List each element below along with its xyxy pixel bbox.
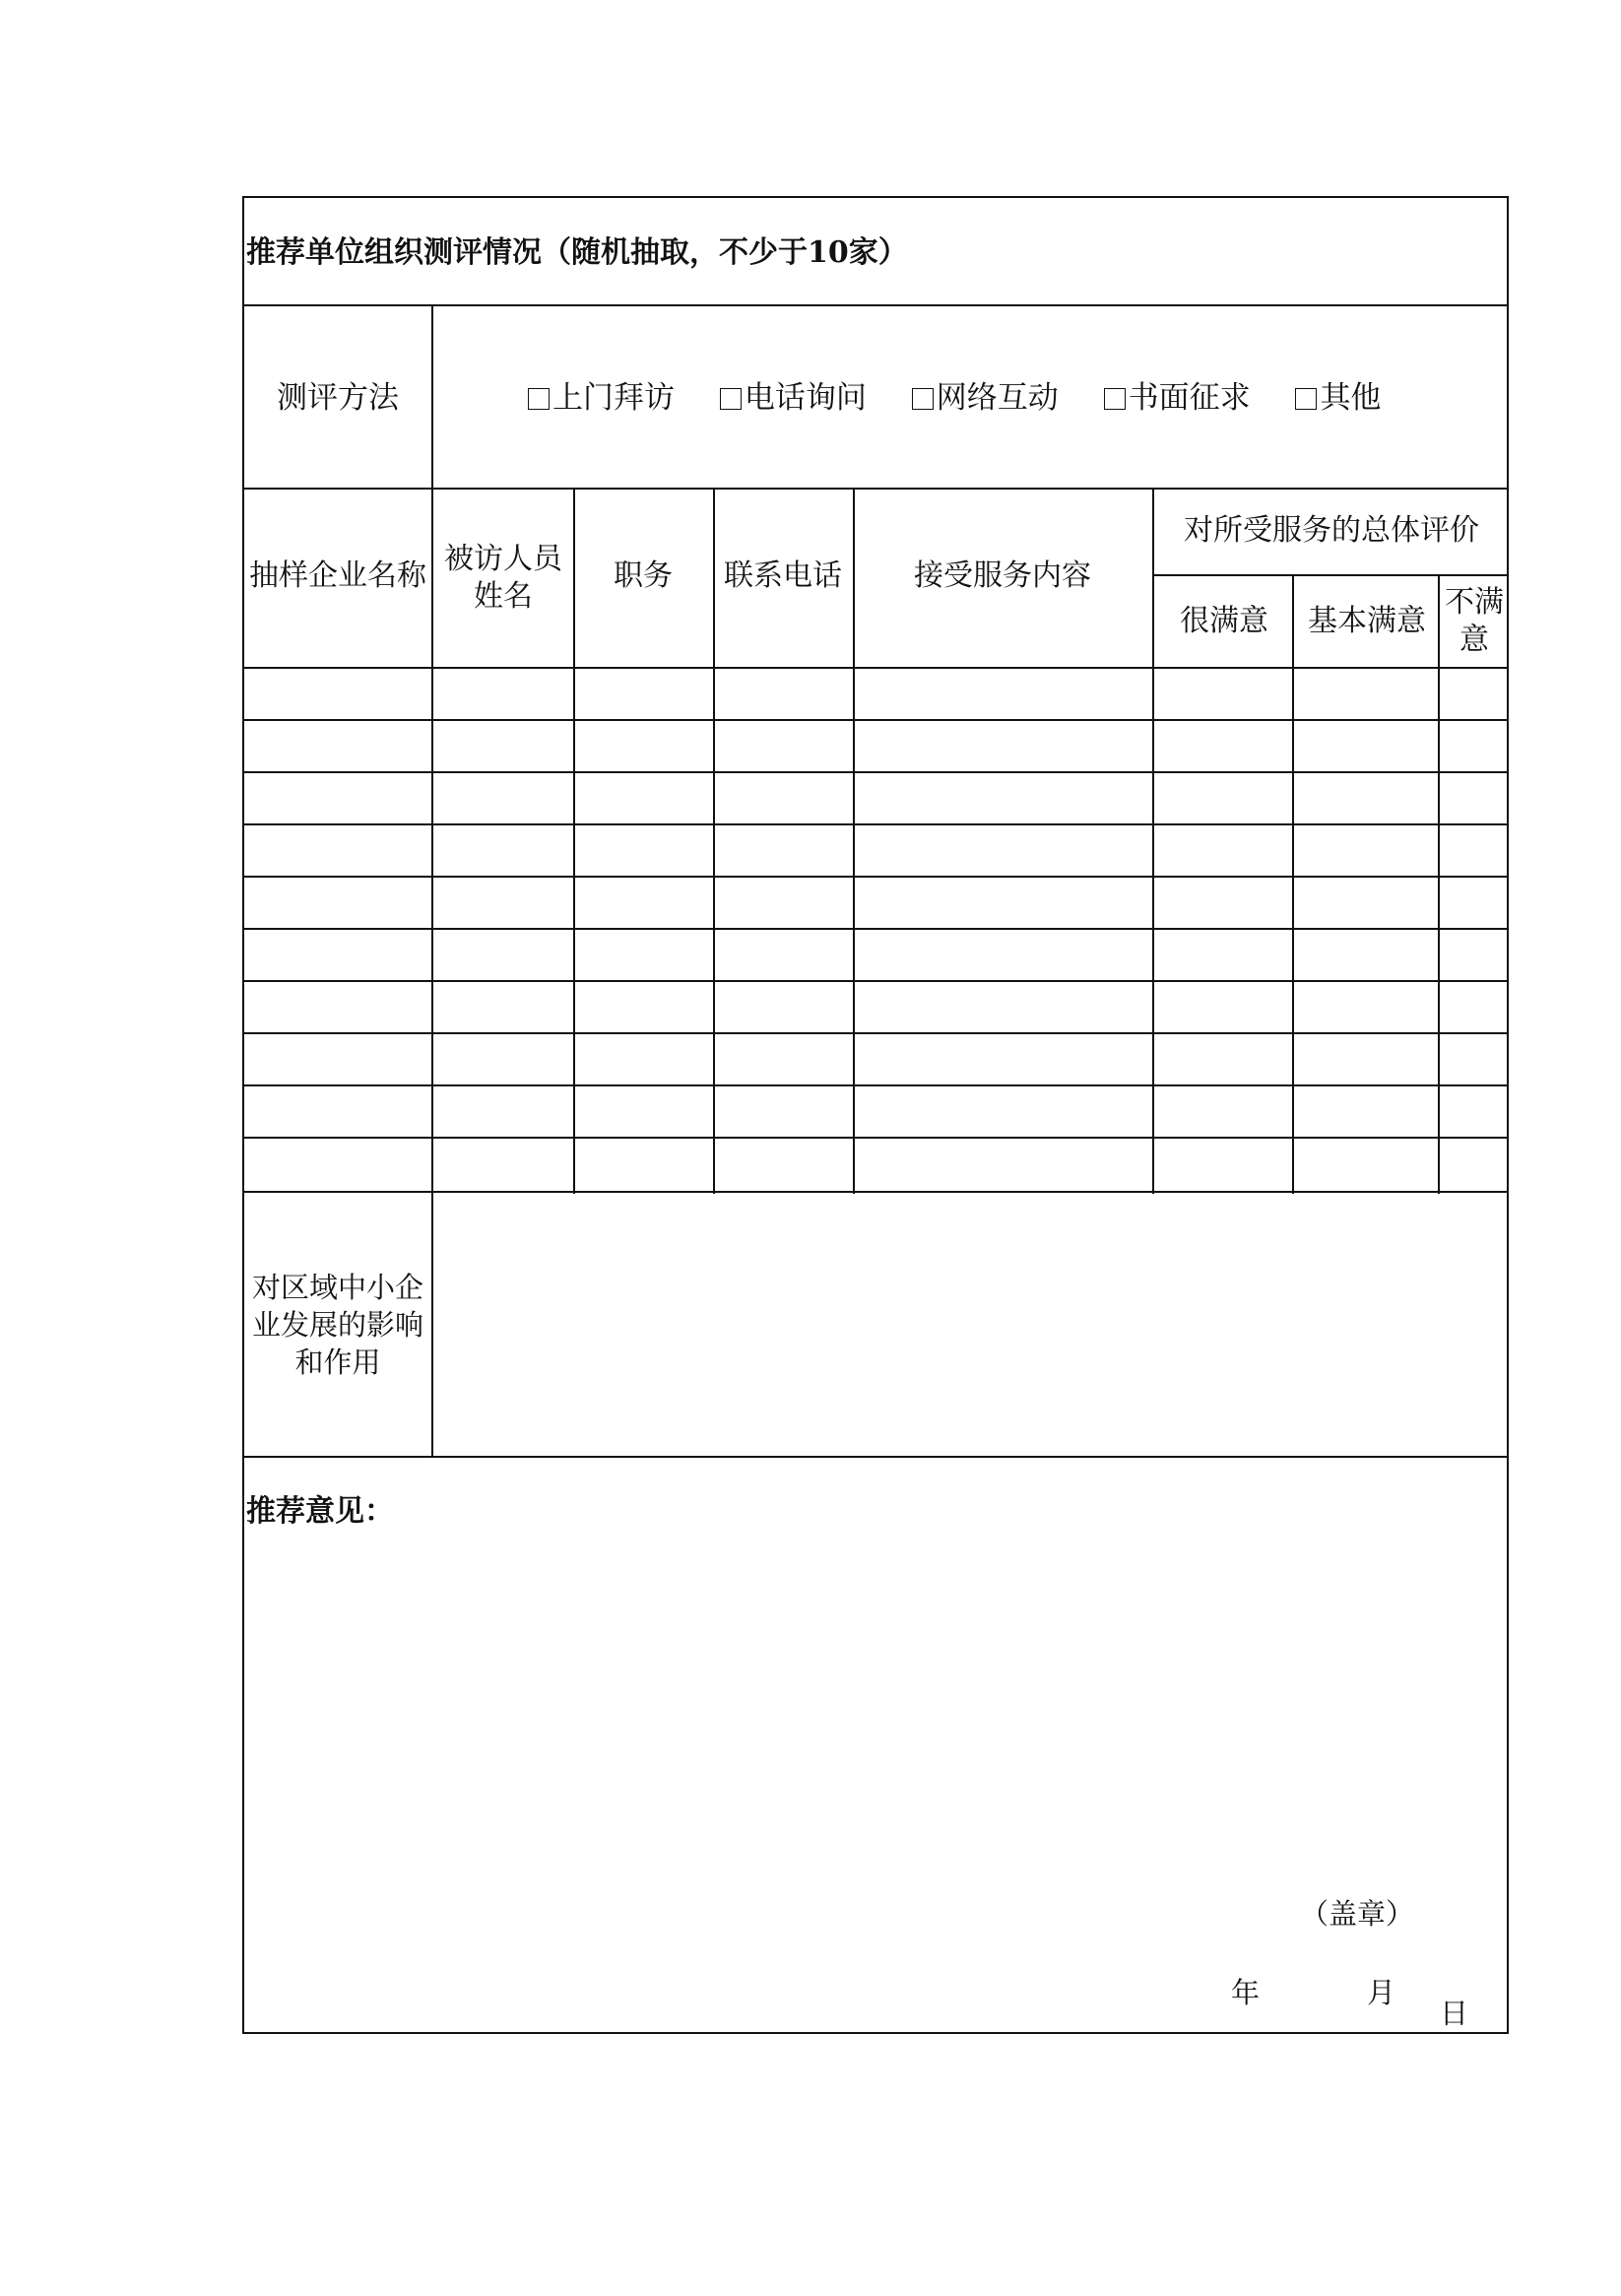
checkbox-icon[interactable] xyxy=(1104,388,1126,410)
header-interviewee-line1: 被访人员 xyxy=(444,542,562,576)
table-cell[interactable] xyxy=(575,669,713,717)
table-cell[interactable] xyxy=(244,1086,431,1135)
divider-method-v xyxy=(431,304,433,488)
year-label: 年 xyxy=(1231,1976,1261,2009)
table-cell[interactable] xyxy=(433,982,573,1030)
table-cell[interactable] xyxy=(1440,1139,1507,1189)
table-cell[interactable] xyxy=(1440,669,1507,717)
table-cell[interactable] xyxy=(1154,669,1292,717)
header-not-satisfied-line2: 意 xyxy=(1459,623,1489,657)
table-cell[interactable] xyxy=(715,930,853,978)
table-cell[interactable] xyxy=(715,669,853,717)
table-cell[interactable] xyxy=(433,721,573,769)
method-label: 测评方法 xyxy=(277,380,399,416)
table-cell[interactable] xyxy=(433,669,573,717)
table-cell[interactable] xyxy=(1440,825,1507,874)
table-cell[interactable] xyxy=(244,1139,431,1189)
table-cell[interactable] xyxy=(244,669,431,717)
table-cell[interactable] xyxy=(575,825,713,874)
header-position: 职务 xyxy=(614,558,673,593)
option-written[interactable]: 书面征求 xyxy=(1104,379,1251,417)
table-cell[interactable] xyxy=(855,669,1152,717)
table-cell[interactable] xyxy=(244,930,431,978)
divider-impact xyxy=(242,1456,1509,1458)
table-cell[interactable] xyxy=(575,878,713,926)
table-cell[interactable] xyxy=(1294,669,1438,717)
table-cell[interactable] xyxy=(1440,878,1507,926)
table-cell[interactable] xyxy=(1440,982,1507,1030)
table-cell[interactable] xyxy=(244,1034,431,1082)
day-label: 日 xyxy=(1440,1997,1469,2030)
header-interviewee-line2: 姓名 xyxy=(474,579,533,614)
impact-content-field[interactable] xyxy=(435,1195,1505,1453)
table-cell[interactable] xyxy=(855,721,1152,769)
impact-label-line2: 业发展的影响 xyxy=(251,1308,423,1342)
header-company: 抽样企业名称 xyxy=(249,558,426,593)
option-other[interactable]: 其他 xyxy=(1295,379,1381,417)
table-cell[interactable] xyxy=(1294,1086,1438,1135)
table-cell[interactable] xyxy=(715,1034,853,1082)
table-cell[interactable] xyxy=(433,773,573,821)
table-cell[interactable] xyxy=(1294,1139,1438,1189)
divider-overall xyxy=(1154,574,1509,576)
table-cell[interactable] xyxy=(715,773,853,821)
table-cell[interactable] xyxy=(1154,721,1292,769)
header-overall: 对所受服务的总体评价 xyxy=(1184,513,1479,548)
table-cell[interactable] xyxy=(1154,1139,1292,1189)
table-cell[interactable] xyxy=(1294,1034,1438,1082)
option-phone[interactable]: 电话询问 xyxy=(720,379,867,417)
table-cell[interactable] xyxy=(1154,825,1292,874)
table-cell[interactable] xyxy=(1294,825,1438,874)
header-not-satisfied-line1: 不满 xyxy=(1445,585,1504,620)
table-cell[interactable] xyxy=(1440,930,1507,978)
table-cell[interactable] xyxy=(715,1086,853,1135)
header-very-satisfied: 很满意 xyxy=(1180,604,1268,638)
table-cell[interactable] xyxy=(1440,1086,1507,1135)
table-cell[interactable] xyxy=(1154,982,1292,1030)
checkbox-icon[interactable] xyxy=(1295,388,1317,410)
header-basically-satisfied: 基本满意 xyxy=(1308,604,1426,638)
seal-text: （盖章） xyxy=(1300,1897,1415,1931)
table-cell[interactable] xyxy=(855,878,1152,926)
impact-label-line1: 对区域中小企 xyxy=(251,1271,423,1304)
divider-impact-v xyxy=(431,1191,433,1456)
table-cell[interactable] xyxy=(855,982,1152,1030)
table-cell[interactable] xyxy=(244,825,431,874)
table-cell[interactable] xyxy=(433,878,573,926)
table-cell[interactable] xyxy=(1440,721,1507,769)
table-cell[interactable] xyxy=(575,773,713,821)
impact-label-line3: 和作用 xyxy=(294,1345,381,1379)
table-cell[interactable] xyxy=(433,1034,573,1082)
table-cell[interactable] xyxy=(433,1086,573,1135)
table-cell[interactable] xyxy=(575,1139,713,1189)
table-cell[interactable] xyxy=(1294,773,1438,821)
table-cell[interactable] xyxy=(855,773,1152,821)
table-cell[interactable] xyxy=(575,930,713,978)
table-cell[interactable] xyxy=(575,1034,713,1082)
option-online[interactable]: 网络互动 xyxy=(912,379,1059,417)
opinion-content-field[interactable] xyxy=(246,1537,1503,1871)
table-cell[interactable] xyxy=(1154,1034,1292,1082)
table-cell[interactable] xyxy=(244,721,431,769)
section-title: 推荐单位组织测评情况（随机抽取，不少于10家） xyxy=(246,235,908,270)
month-label: 月 xyxy=(1367,1976,1396,2009)
table-cell[interactable] xyxy=(1294,878,1438,926)
table-cell[interactable] xyxy=(715,1139,853,1189)
opinion-label: 推荐意见： xyxy=(246,1494,394,1529)
checkbox-icon[interactable] xyxy=(528,388,550,410)
table-cell[interactable] xyxy=(855,930,1152,978)
table-cell[interactable] xyxy=(1154,773,1292,821)
table-cell[interactable] xyxy=(1440,773,1507,821)
table-cell[interactable] xyxy=(244,982,431,1030)
table-cell[interactable] xyxy=(433,1139,573,1189)
header-service: 接受服务内容 xyxy=(914,558,1091,593)
table-cell[interactable] xyxy=(1294,930,1438,978)
table-cell[interactable] xyxy=(1440,1034,1507,1082)
header-phone: 联系电话 xyxy=(724,558,842,593)
checkbox-icon[interactable] xyxy=(912,388,934,410)
table-cell[interactable] xyxy=(855,1034,1152,1082)
table-cell[interactable] xyxy=(1154,1086,1292,1135)
table-cell[interactable] xyxy=(855,825,1152,874)
table-cell[interactable] xyxy=(1154,930,1292,978)
table-cell[interactable] xyxy=(855,1086,1152,1135)
table-cell[interactable] xyxy=(1294,982,1438,1030)
table-cell[interactable] xyxy=(433,825,573,874)
method-options xyxy=(528,379,1381,417)
table-cell[interactable] xyxy=(244,773,431,821)
table-cell[interactable] xyxy=(575,1086,713,1135)
checkbox-icon[interactable] xyxy=(720,388,742,410)
table-cell[interactable] xyxy=(575,982,713,1030)
table-cell[interactable] xyxy=(433,930,573,978)
table-cell[interactable] xyxy=(715,878,853,926)
table-cell[interactable] xyxy=(1294,721,1438,769)
table-cell[interactable] xyxy=(575,721,713,769)
table-cell[interactable] xyxy=(715,721,853,769)
table-cell[interactable] xyxy=(1154,878,1292,926)
table-cell[interactable] xyxy=(244,878,431,926)
option-visit[interactable]: 上门拜访 xyxy=(528,379,675,417)
table-cell[interactable] xyxy=(715,825,853,874)
table-cell[interactable] xyxy=(715,982,853,1030)
table-cell[interactable] xyxy=(855,1139,1152,1189)
